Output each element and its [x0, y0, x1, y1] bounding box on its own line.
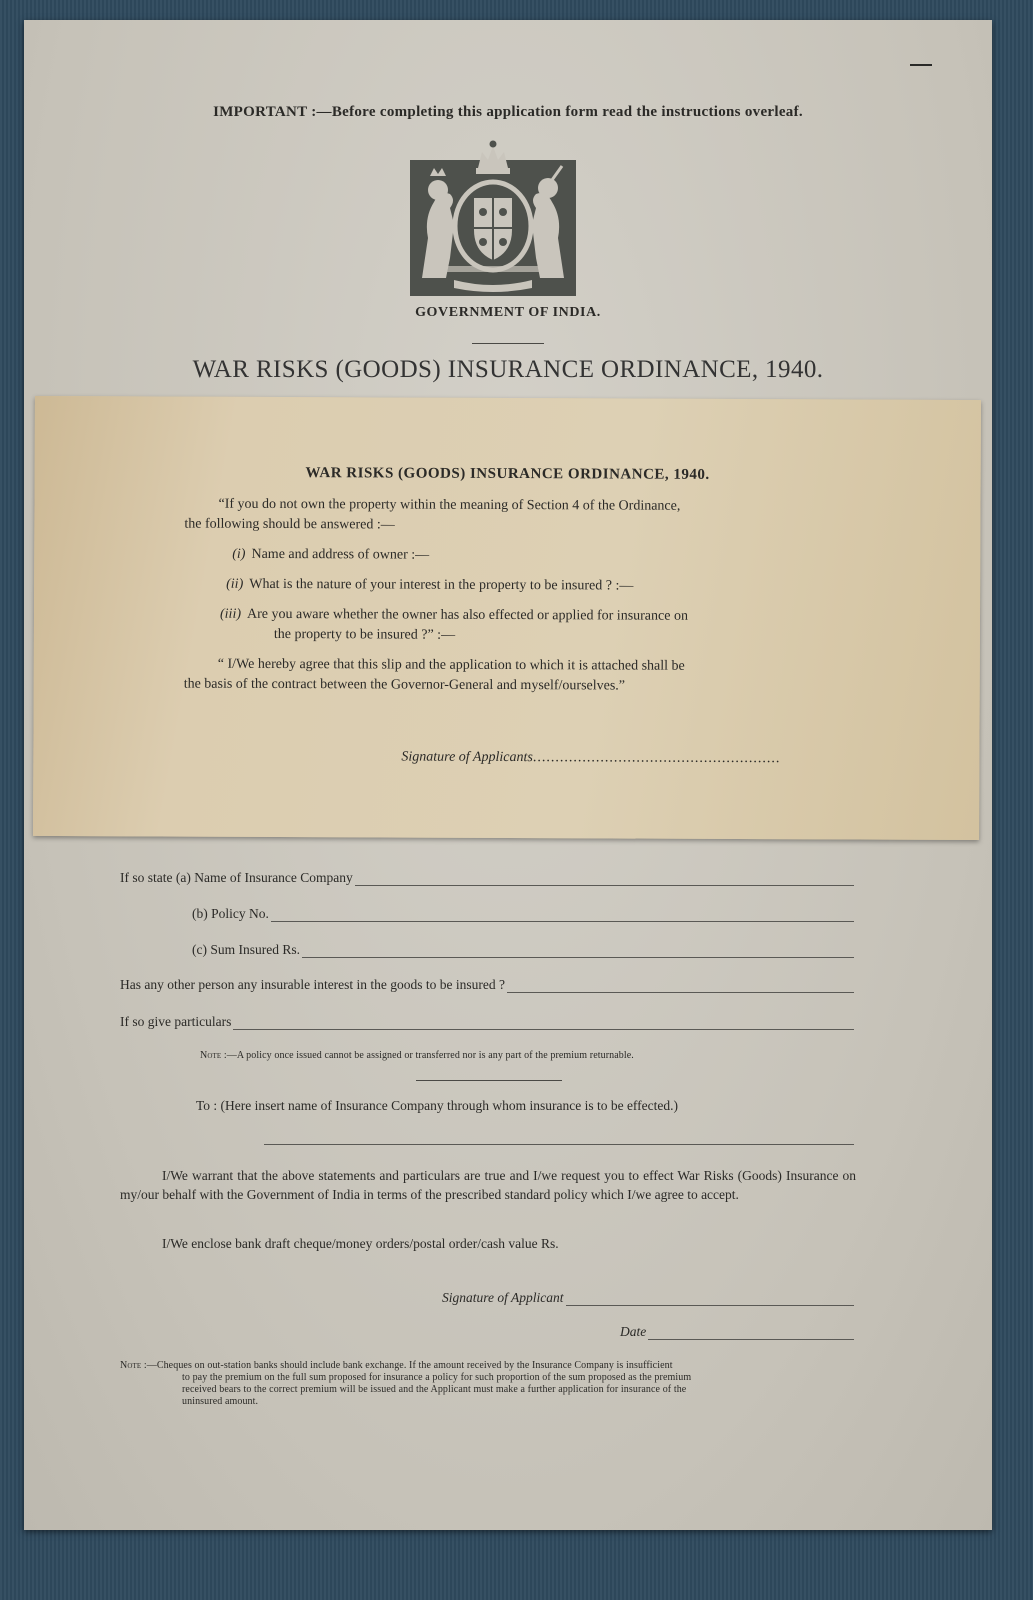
other-interest-label: Has any other person any insurable interest in the goods to be insured ? — [120, 977, 506, 992]
company-name-row — [262, 1130, 854, 1145]
royal-coat-of-arms-icon — [410, 138, 576, 296]
particulars-field[interactable] — [233, 1015, 854, 1030]
divider — [472, 343, 544, 344]
note-line: :—Cheques on out-station banks should include bank exchange. If the amount received by the Insurance Company is insufficient — [141, 1360, 673, 1371]
insurance-company-field[interactable] — [355, 871, 854, 886]
page-title: WAR RISKS (GOODS) INSURANCE ORDINANCE, 1940. — [192, 356, 824, 383]
particulars-row — [120, 1014, 854, 1030]
slip-question-2: (ii) What is the nature of your interest in the property to be insured ? :— — [226, 576, 634, 594]
insurance-company-row — [120, 870, 854, 886]
to-line — [196, 1098, 678, 1114]
enclose-row — [162, 1236, 559, 1252]
note-label: Note — [200, 1050, 222, 1061]
other-interest-field[interactable] — [507, 978, 854, 993]
slip-signature-field[interactable]: ....................................................... — [532, 750, 781, 767]
slip-title: WAR RISKS (GOODS) INSURANCE ORDINANCE, 1940. — [305, 465, 710, 483]
slip-question-1: (i) Name and address of owner :— — [232, 546, 430, 563]
note-text: :—A policy once issued cannot be assigned or transferred nor is any part of the premium returnable. — [221, 1050, 634, 1061]
slip-intro-line: “If you do not own the property within the meaning of Section 4 of the Ordinance, — [218, 496, 681, 514]
slip-signature-label: Signature of Applicants — [401, 749, 533, 766]
applicant-signature-field[interactable] — [566, 1291, 855, 1306]
sum-insured-row — [192, 942, 854, 958]
note-line: to pay the premium on the full sum proposed for insurance a policy for such proportion of the sum proposed as the premium — [182, 1372, 692, 1383]
attached-slip — [33, 396, 981, 840]
assignment-note — [200, 1050, 634, 1061]
policy-no-row — [192, 906, 854, 922]
slip-agreement-line: “ I/We hereby agree that this slip and the application to which it is attached shall be — [217, 656, 685, 674]
note-line: uninsured amount. — [182, 1396, 259, 1407]
insurance-company-label: If so state (a) Name of Insurance Company — [120, 870, 353, 885]
date-field[interactable] — [648, 1325, 854, 1340]
slip-agreement-line: the basis of the contract between the Governor-General and myself/ourselves.” — [183, 676, 626, 694]
date-row — [620, 1324, 854, 1340]
slip-signature — [401, 750, 780, 768]
policy-no-label: (b) Policy No. — [192, 906, 269, 921]
government-heading: GOVERNMENT OF INDIA. — [415, 305, 601, 320]
sum-insured-label: (c) Sum Insured Rs. — [192, 942, 300, 957]
cheque-note — [120, 1360, 860, 1408]
applicant-signature-label: Signature of Applicant — [442, 1290, 564, 1305]
important-notice: IMPORTANT :—Before completing this application form read the instructions overleaf. — [213, 104, 803, 120]
form-header — [24, 20, 992, 410]
slip-question-3: (iii) Are you aware whether the owner has also effected or applied for insurance on — [219, 606, 688, 624]
enclose-label: I/We enclose bank draft cheque/money orders/postal order/cash value Rs. — [162, 1236, 559, 1251]
date-label: Date — [620, 1324, 647, 1339]
company-name-field[interactable] — [264, 1130, 854, 1145]
applicant-signature-row — [442, 1290, 854, 1306]
slip-question-3-cont: the property to be insured ?” :— — [273, 626, 456, 643]
note-line: received bears to the correct premium will be issued and the Applicant must make a further application for insurance of the — [182, 1384, 687, 1395]
note-label: Note — [120, 1360, 142, 1371]
other-interest-row — [120, 977, 854, 993]
to-label: To : (Here insert name of Insurance Company through whom insurance is to be effected.) — [196, 1098, 679, 1113]
policy-no-field[interactable] — [271, 907, 854, 922]
sum-insured-field[interactable] — [302, 943, 854, 958]
divider — [416, 1080, 562, 1081]
slip-intro-line: the following should be answered :— — [184, 516, 395, 533]
particulars-label: If so give particulars — [120, 1014, 232, 1029]
warranty-paragraph: I/We warrant that the above statements and particulars are true and I/we request you to effect War Risks (Goods) Insurance on my/our behalf with the Government of India in terms of the prescribed standard policy which I/we agree to accept. — [120, 1168, 856, 1202]
